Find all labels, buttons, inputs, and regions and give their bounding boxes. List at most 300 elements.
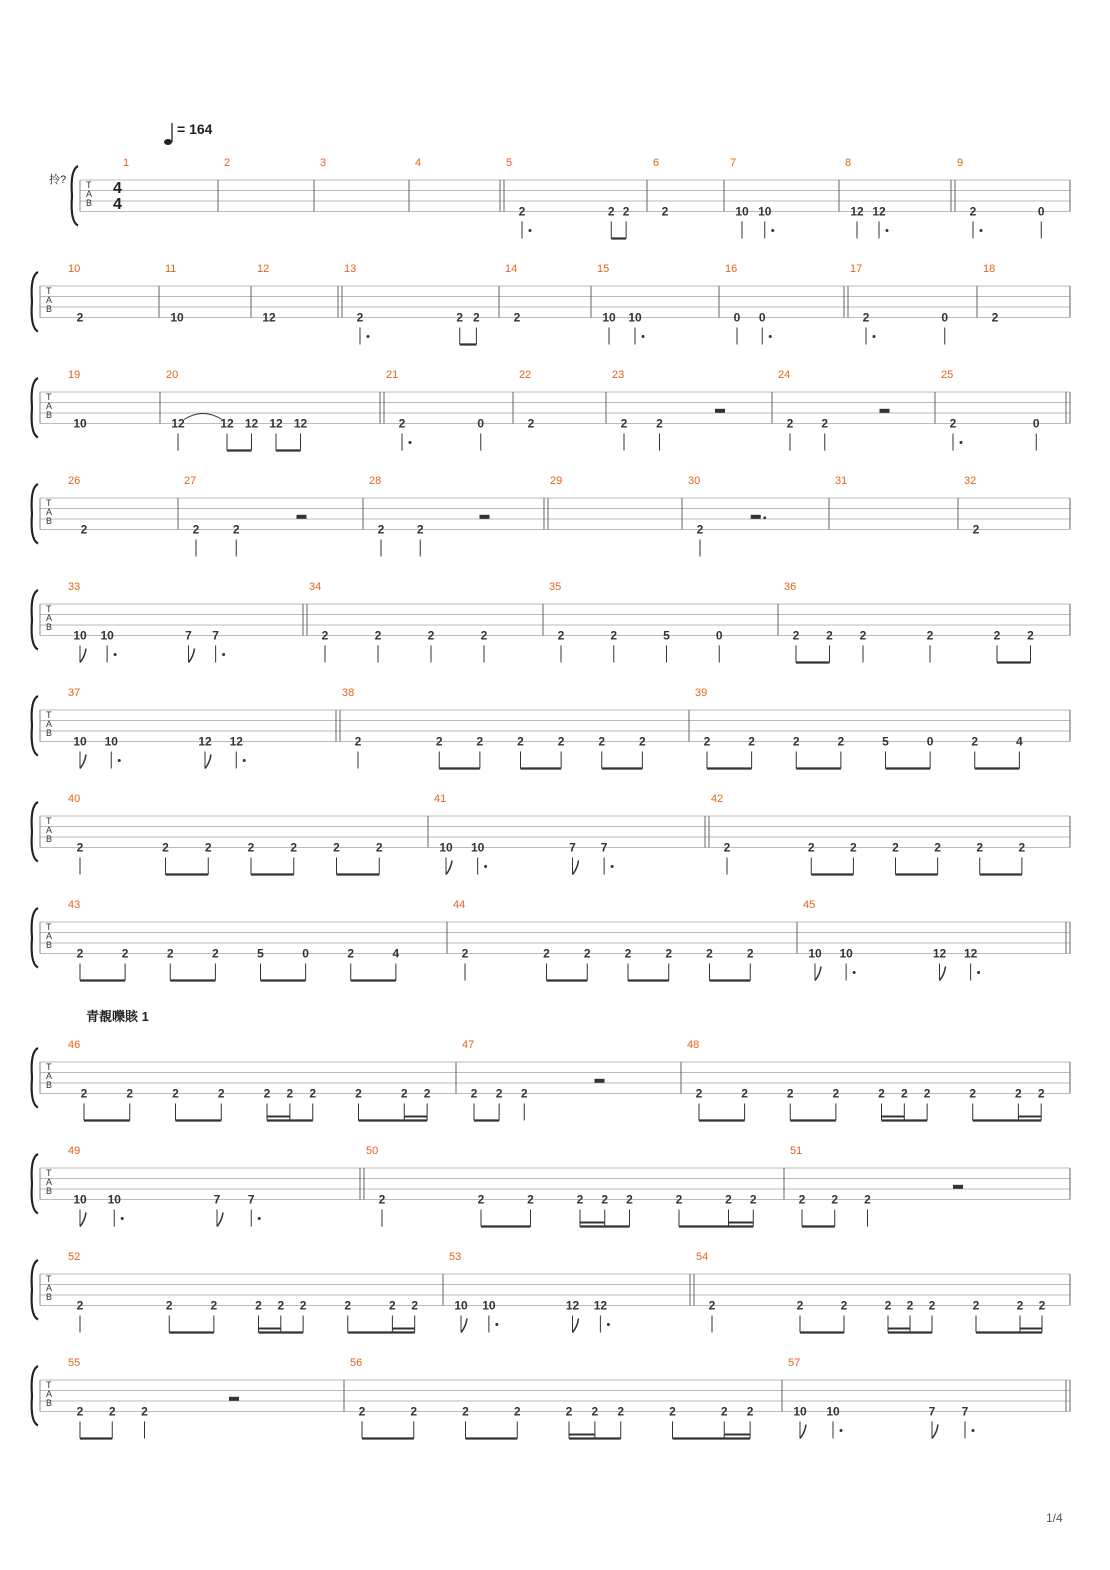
rest-mark (715, 409, 725, 413)
dot (495, 1323, 498, 1326)
dot (960, 441, 963, 444)
fret-number: 2 (355, 1086, 362, 1101)
fret-number: 2 (620, 416, 628, 431)
measure-number: 36 (784, 581, 797, 593)
measure-number: 14 (505, 263, 518, 275)
measure-number: 4 (415, 157, 422, 169)
fret-number: 2 (76, 840, 84, 855)
measure-number: 13 (344, 263, 357, 275)
measure-number: 5 (506, 157, 513, 169)
dot (853, 971, 856, 974)
note-flag (217, 1213, 223, 1227)
fret-number: 2 (622, 204, 630, 219)
tab-clef-letter: A (46, 825, 53, 835)
fret-number: 2 (969, 1086, 977, 1101)
measure-number: 51 (790, 1145, 803, 1157)
note-flag (80, 1213, 86, 1227)
measure-number: 54 (696, 1251, 709, 1263)
fret-number: 2 (748, 734, 755, 749)
fret-number: 2 (435, 734, 443, 749)
instrument-label: 拎? (49, 174, 67, 186)
tab-clef-letter: T (46, 1168, 52, 1178)
fret-number: 2 (892, 840, 899, 855)
fret-number: 2 (906, 1298, 914, 1313)
fret-number: 10 (482, 1298, 496, 1313)
tab-clef-letter: B (46, 1398, 53, 1408)
fret-number: 2 (741, 1086, 748, 1101)
measure-number: 17 (850, 263, 863, 275)
system-brace (32, 378, 38, 438)
fret-number: 2 (461, 946, 469, 961)
measure-number: 35 (549, 581, 562, 593)
measure-number: 39 (695, 687, 708, 699)
fret-number: 2 (1016, 1298, 1024, 1313)
tab-clef-letter: T (46, 1274, 52, 1284)
tie (184, 414, 222, 420)
note-flag (932, 1425, 938, 1439)
dot (611, 865, 614, 868)
fret-number: 12 (872, 204, 886, 219)
fret-number: 2 (76, 1404, 84, 1419)
fret-number: 10 (628, 310, 642, 325)
fret-number: 2 (746, 1404, 754, 1419)
tab-clef-letter: A (46, 507, 53, 517)
fret-number: 12 (293, 416, 308, 431)
dot (977, 971, 980, 974)
fret-number: 10 (602, 310, 616, 325)
fret-number: 2 (378, 1192, 386, 1207)
measure-number: 26 (68, 475, 81, 487)
fret-number: 2 (661, 204, 669, 219)
fret-number: 2 (884, 1298, 892, 1313)
fret-number: 7 (185, 628, 192, 643)
measure-number: 47 (462, 1039, 475, 1051)
rest-mark (297, 515, 307, 519)
fret-number: 2 (480, 628, 488, 643)
fret-number: 2 (517, 734, 524, 749)
fret-number: 2 (792, 734, 800, 749)
fret-number: 2 (826, 628, 833, 643)
measure-number: 3 (320, 157, 327, 169)
measure-number: 25 (941, 369, 954, 381)
measure-number: 11 (165, 263, 177, 275)
tab-clef-letter: T (46, 286, 52, 296)
fret-number: 2 (798, 1192, 806, 1207)
fret-number: 2 (639, 734, 646, 749)
measure-number: 22 (519, 369, 532, 381)
fret-number: 2 (108, 1404, 116, 1419)
fret-number: 2 (617, 1404, 625, 1419)
fret-number: 10 (808, 946, 822, 961)
measure-number: 38 (342, 687, 355, 699)
measure-number: 37 (68, 687, 81, 699)
measure-number: 31 (835, 475, 848, 487)
measure-number: 46 (68, 1039, 81, 1051)
note-flag (80, 755, 86, 769)
tempo-marking: = 164 (177, 121, 213, 137)
fret-number: 2 (991, 310, 999, 325)
fret-number: 2 (786, 1086, 794, 1101)
fret-number: 12 (262, 310, 276, 325)
fret-number: 2 (192, 522, 200, 537)
rest-mark (953, 1185, 963, 1189)
fret-number: 2 (796, 1298, 804, 1313)
fret-number: 2 (217, 1086, 225, 1101)
fret-number: 2 (557, 628, 565, 643)
note-flag (815, 967, 821, 981)
fret-number: 2 (321, 628, 329, 643)
fret-number: 2 (583, 946, 591, 961)
note-flag (940, 967, 946, 981)
fret-number: 2 (656, 416, 663, 431)
tab-clef-letter: A (46, 719, 53, 729)
fret-number: 2 (247, 840, 255, 855)
dot (243, 759, 246, 762)
fret-number: 2 (255, 1298, 262, 1313)
measure-number: 42 (711, 793, 724, 805)
time-signature-bottom: 4 (113, 196, 122, 213)
system-brace (72, 166, 78, 226)
page-number: 1/4 (1046, 1511, 1063, 1525)
fret-number: 7 (961, 1404, 969, 1419)
fret-number: 10 (470, 840, 485, 855)
measure-number: 16 (725, 263, 738, 275)
fret-number: 10 (758, 204, 772, 219)
measure-number: 56 (350, 1357, 363, 1369)
fret-number: 2 (840, 1298, 848, 1313)
fret-number: 12 (244, 416, 259, 431)
fret-number: 2 (878, 1086, 885, 1101)
tab-clef-letter: T (46, 604, 52, 614)
fret-number: 12 (269, 416, 283, 431)
fret-number: 2 (926, 628, 934, 643)
fret-number: 10 (793, 1404, 807, 1419)
fret-number: 10 (73, 734, 87, 749)
note-flag (573, 1319, 579, 1333)
fret-number: 2 (543, 946, 550, 961)
fret-number: 2 (389, 1298, 396, 1313)
tab-clef-letter: B (46, 940, 53, 950)
measure-number: 52 (68, 1251, 81, 1263)
fret-number: 2 (601, 1192, 609, 1207)
measure-number: 45 (803, 899, 816, 911)
fret-number: 2 (518, 204, 526, 219)
measure-number: 40 (68, 793, 81, 805)
tab-clef-letter: A (46, 931, 53, 941)
fret-number: 0 (715, 628, 723, 643)
fret-number: 2 (411, 1298, 419, 1313)
fret-number: 7 (247, 1192, 255, 1207)
fret-number: 2 (423, 1086, 431, 1101)
measure-number: 1 (123, 157, 130, 169)
tab-clef-letter: B (46, 728, 53, 738)
tab-clef-letter: B (46, 834, 53, 844)
fret-number: 2 (565, 1404, 573, 1419)
fret-number: 12 (220, 416, 234, 431)
measure-number: 43 (68, 899, 81, 911)
fret-number: 0 (1037, 204, 1045, 219)
fret-number: 2 (607, 204, 615, 219)
time-signature-top: 4 (113, 180, 122, 197)
fret-number: 2 (76, 310, 84, 325)
fret-number: 2 (80, 522, 88, 537)
dot (607, 1323, 610, 1326)
measure-number: 2 (224, 157, 231, 169)
fret-number: 2 (1027, 628, 1034, 643)
measure-number: 44 (453, 899, 466, 911)
fret-number: 2 (162, 840, 169, 855)
fret-number: 7 (212, 628, 219, 643)
fret-number: 2 (354, 734, 362, 749)
fret-number: 2 (576, 1192, 584, 1207)
tab-clef-letter: A (46, 295, 53, 305)
fret-number: 2 (696, 522, 704, 537)
fret-number: 2 (706, 946, 713, 961)
fret-number: 12 (229, 734, 243, 749)
measure-number: 41 (434, 793, 447, 805)
fret-number: 2 (309, 1086, 317, 1101)
fret-number: 2 (456, 310, 464, 325)
fret-number: 12 (198, 734, 212, 749)
rest-mark (595, 1079, 605, 1083)
dot (980, 229, 983, 232)
note-flag (461, 1319, 467, 1333)
fret-number: 2 (934, 840, 941, 855)
fret-number: 2 (725, 1192, 732, 1207)
fret-number: 2 (374, 628, 382, 643)
fret-number: 2 (1018, 840, 1026, 855)
fret-number: 2 (165, 1298, 173, 1313)
system-brace (32, 484, 38, 544)
note-flag (80, 649, 86, 663)
rest-mark (229, 1397, 239, 1401)
measure-number: 6 (653, 157, 660, 169)
fret-number: 2 (210, 1298, 218, 1313)
fret-number: 2 (462, 1404, 469, 1419)
fret-number: 2 (1038, 1298, 1046, 1313)
measure-number: 19 (68, 369, 81, 381)
fret-number: 0 (302, 946, 309, 961)
note-flag (446, 861, 452, 875)
fret-number: 7 (213, 1192, 221, 1207)
system-brace (32, 802, 38, 862)
tab-clef-letter: A (46, 1283, 53, 1293)
tab-clef-letter: A (46, 1071, 53, 1081)
fret-number: 2 (410, 1404, 418, 1419)
fret-number: 2 (513, 1404, 521, 1419)
measure-number: 18 (983, 263, 996, 275)
fret-number: 2 (121, 946, 129, 961)
fret-number: 2 (286, 1086, 294, 1101)
measure-number: 29 (550, 475, 563, 487)
fret-number: 2 (76, 1298, 84, 1313)
fret-number: 2 (665, 946, 673, 961)
fret-number: 12 (963, 946, 978, 961)
fret-number: 10 (735, 204, 749, 219)
dot (258, 1217, 261, 1220)
fret-number: 2 (972, 1298, 980, 1313)
measure-number: 12 (257, 263, 270, 275)
rest-mark (880, 409, 890, 413)
rest-mark (751, 515, 761, 519)
tab-clef-letter: B (46, 622, 53, 632)
dot (484, 865, 487, 868)
fret-number: 0 (941, 310, 949, 325)
fret-number: 2 (470, 1086, 478, 1101)
fret-number: 0 (1032, 416, 1040, 431)
fret-number: 2 (126, 1086, 134, 1101)
fret-number: 2 (416, 522, 424, 537)
fret-number: 2 (513, 310, 521, 325)
dot (771, 229, 774, 232)
tab-clef-letter: B (46, 1080, 53, 1090)
measure-number: 21 (386, 369, 399, 381)
measure-number: 24 (778, 369, 791, 381)
tab-clef-letter: T (46, 498, 52, 508)
fret-number: 12 (593, 1298, 608, 1313)
section-label: 青覩嚛賅 1 (86, 1009, 149, 1024)
fret-number: 2 (358, 1404, 366, 1419)
fret-number: 0 (926, 734, 934, 749)
fret-number: 0 (733, 310, 741, 325)
fret-number: 2 (864, 1192, 871, 1207)
dot (367, 335, 370, 338)
measure-number: 32 (964, 475, 977, 487)
dot (642, 335, 645, 338)
dot (118, 759, 121, 762)
fret-number: 2 (204, 840, 212, 855)
tab-clef-letter: A (86, 189, 93, 199)
fret-number: 2 (277, 1298, 285, 1313)
measure-number: 53 (449, 1251, 462, 1263)
tab-clef-letter: B (46, 410, 53, 420)
measure-number: 7 (730, 157, 737, 169)
fret-number: 2 (1015, 1086, 1022, 1101)
fret-number: 2 (832, 1086, 840, 1101)
tab-clef-letter: T (46, 1380, 52, 1390)
system-brace (32, 696, 38, 756)
fret-number: 2 (520, 1086, 528, 1101)
rest-mark (480, 515, 490, 519)
fret-number: 2 (859, 628, 867, 643)
fret-number: 2 (598, 734, 606, 749)
system-brace (32, 1048, 38, 1108)
fret-number: 2 (786, 416, 794, 431)
note-flag (573, 861, 579, 875)
fret-number: 2 (976, 840, 984, 855)
measure-number: 8 (845, 157, 852, 169)
tab-clef-letter: T (86, 180, 92, 190)
fret-number: 2 (708, 1298, 716, 1313)
system-brace (32, 1260, 38, 1320)
measure-number: 50 (366, 1145, 379, 1157)
dot (972, 1429, 975, 1432)
dot (886, 229, 889, 232)
system-brace (32, 1154, 38, 1214)
fret-number: 2 (166, 946, 174, 961)
fret-number: 2 (172, 1086, 179, 1101)
fret-number: 2 (949, 416, 957, 431)
fret-number: 7 (569, 840, 576, 855)
fret-number: 2 (473, 310, 480, 325)
measure-number: 49 (68, 1145, 81, 1157)
measure-number: 10 (68, 263, 81, 275)
fret-number: 2 (610, 628, 618, 643)
fret-number: 12 (565, 1298, 580, 1313)
tab-clef-letter: B (86, 198, 93, 208)
fret-number: 2 (377, 522, 385, 537)
note-flag (205, 755, 211, 769)
fret-number: 10 (839, 946, 853, 961)
fret-number: 2 (972, 522, 980, 537)
system-brace (32, 590, 38, 650)
dot (121, 1217, 124, 1220)
fret-number: 10 (439, 840, 453, 855)
fret-number: 2 (675, 1192, 683, 1207)
measure-number: 28 (369, 475, 382, 487)
fret-number: 2 (850, 840, 857, 855)
measure-number: 30 (688, 475, 701, 487)
dot (873, 335, 876, 338)
fret-number: 2 (720, 1404, 728, 1419)
dot (114, 653, 117, 656)
fret-number: 10 (73, 1192, 87, 1207)
measure-number: 55 (68, 1357, 81, 1369)
fret-number: 2 (1037, 1086, 1045, 1101)
fret-number: 2 (969, 204, 977, 219)
fret-number: 5 (882, 734, 889, 749)
fret-number: 2 (476, 734, 484, 749)
fret-number: 2 (398, 416, 406, 431)
system-brace (32, 272, 38, 332)
fret-number: 12 (932, 946, 947, 961)
dot (409, 441, 412, 444)
fret-number: 2 (695, 1086, 703, 1101)
fret-number: 2 (80, 1086, 88, 1101)
tab-clef-letter: A (46, 401, 53, 411)
fret-number: 2 (626, 1192, 633, 1207)
fret-number: 12 (850, 204, 864, 219)
fret-number: 2 (400, 1086, 408, 1101)
measure-number: 23 (612, 369, 625, 381)
fret-number: 2 (212, 946, 219, 961)
fret-number: 2 (900, 1086, 908, 1101)
fret-number: 2 (723, 840, 731, 855)
dot (529, 229, 532, 232)
fret-number: 2 (232, 522, 240, 537)
note-flag (189, 649, 195, 663)
measure-number: 15 (597, 263, 610, 275)
fret-number: 2 (928, 1298, 936, 1313)
fret-number: 2 (557, 734, 565, 749)
tab-clef-letter: B (46, 1292, 53, 1302)
fret-number: 4 (1016, 734, 1023, 749)
fret-number: 12 (171, 416, 185, 431)
tab-clef-letter: B (46, 516, 53, 526)
fret-number: 2 (831, 1192, 839, 1207)
fret-number: 10 (107, 1192, 121, 1207)
fret-number: 0 (477, 416, 485, 431)
measure-number: 34 (309, 581, 322, 593)
fret-number: 2 (807, 840, 815, 855)
fret-number: 10 (170, 310, 184, 325)
fret-number: 2 (141, 1404, 148, 1419)
tab-clef-letter: A (46, 1389, 53, 1399)
fret-number: 2 (749, 1192, 757, 1207)
fret-number: 2 (347, 946, 355, 961)
fret-number: 2 (792, 628, 800, 643)
fret-number: 10 (104, 734, 118, 749)
